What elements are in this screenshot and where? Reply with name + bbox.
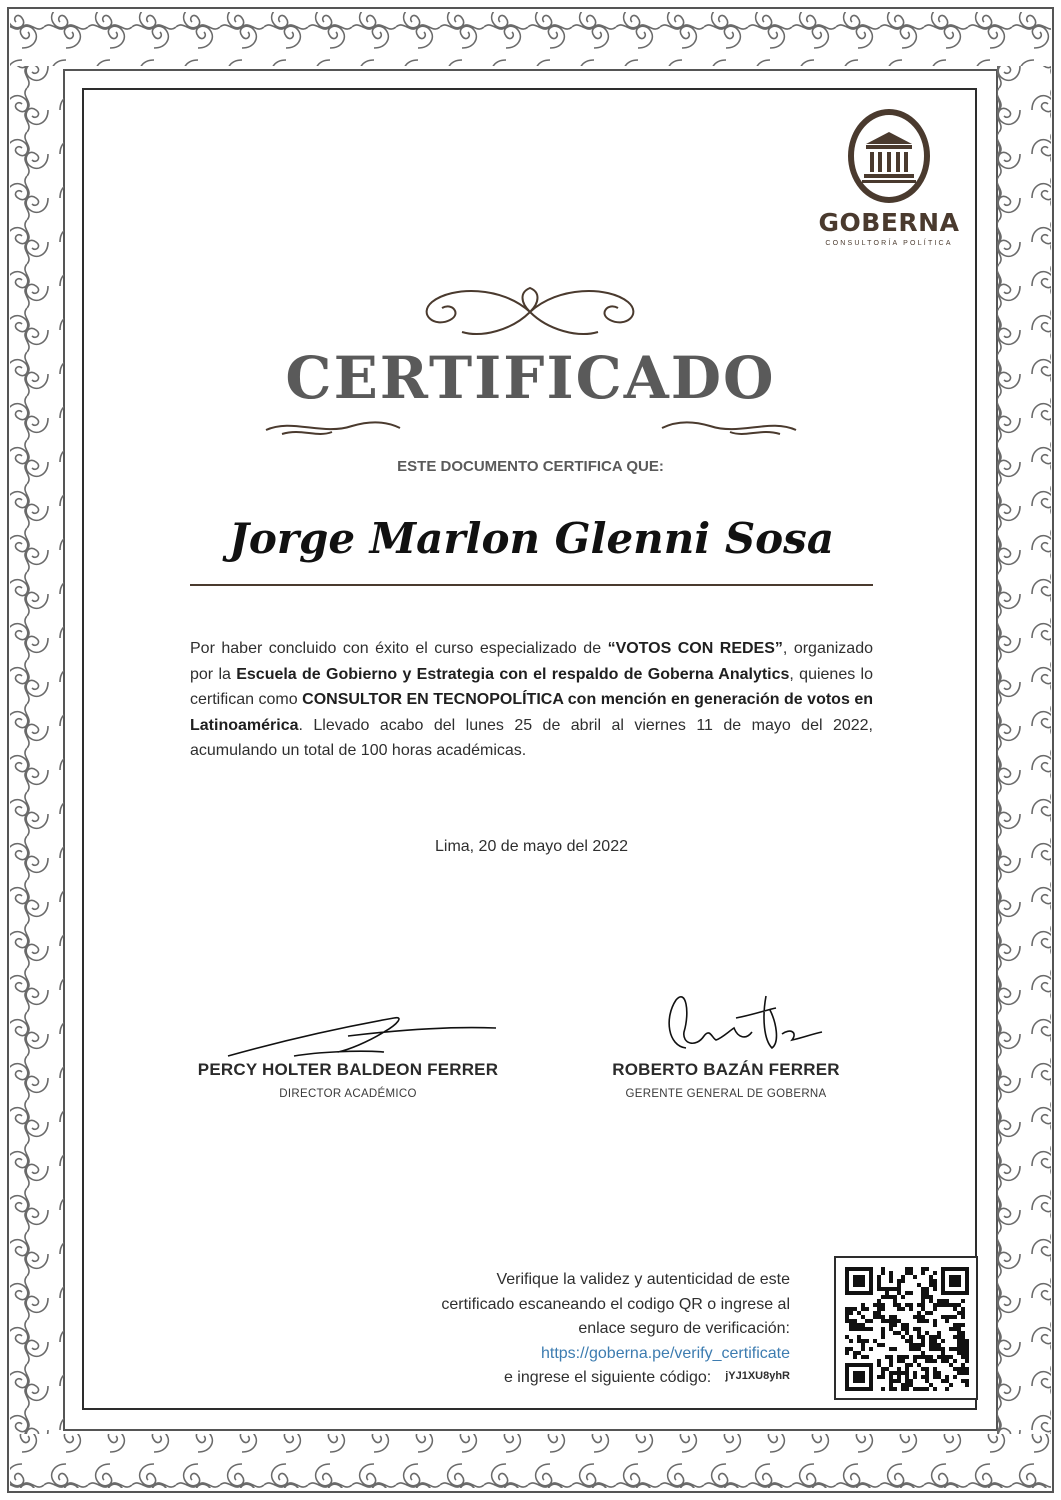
certificate-title: CERTIFICADO xyxy=(285,344,776,412)
signature-block-manager xyxy=(556,988,896,1100)
issue-date: Lima, 20 de mayo del 2022 xyxy=(434,838,628,855)
course-name: “VOTOS CON REDES” xyxy=(607,640,783,657)
body-text-4: . Llevado acabo del lunes 25 de abril al viernes 11 de mayo del 2022, acumulando un total de 100 horas académicas. xyxy=(190,716,873,759)
body-text-2: , organizado por la xyxy=(190,640,873,683)
flourish-left-icon xyxy=(262,414,402,440)
body-text-3: , quienes lo certifican como xyxy=(190,665,874,708)
distinction: CONSULTOR EN TECNOPOLÍTICA con mención en generación de votos en Latinoamérica xyxy=(190,691,873,734)
qr-code-icon xyxy=(845,1267,969,1391)
recipient-name: Jorge Marlon Glenni Sosa xyxy=(228,514,835,563)
logo-name: GOBERNA xyxy=(818,208,960,237)
verification-text xyxy=(360,1268,790,1392)
goberna-logo xyxy=(810,108,968,248)
flourish-ornament xyxy=(412,282,648,342)
qr-code[interactable] xyxy=(834,1256,978,1400)
verification-line: certificado escaneando el codigo QR o ingrese al xyxy=(441,1295,790,1313)
flourish-right-icon xyxy=(660,414,800,440)
verification-code-line xyxy=(360,1366,790,1392)
verification-line: e ingrese el siguiente código: xyxy=(503,1369,712,1386)
logo-tagline: CONSULTORÍA POLÍTICA xyxy=(825,240,953,247)
verification-line: enlace seguro de verificación: xyxy=(578,1320,790,1337)
signatory-name: ROBERTO BAZÁN FERRER xyxy=(612,1060,840,1079)
signatory-name: PERCY HOLTER BALDEON FERRER xyxy=(197,1060,499,1079)
name-underline xyxy=(190,584,873,586)
certificate-body xyxy=(190,636,873,764)
body-text-1: Por haber concluido con éxito el curso especializado de xyxy=(190,640,608,657)
signature-drawing xyxy=(616,988,836,1060)
certificate-subtitle: ESTE DOCUMENTO CERTIFICA QUE: xyxy=(397,458,664,475)
signature-drawing xyxy=(198,1006,498,1060)
verification-link[interactable]: https://goberna.pe/verify_certificate xyxy=(540,1344,790,1362)
signatory-role: GERENTE GENERAL DE GOBERNA xyxy=(625,1088,827,1100)
verification-line: Verifique la validez y autenticidad de este xyxy=(496,1271,790,1288)
signatory-role: DIRECTOR ACADÉMICO xyxy=(279,1088,417,1100)
temple-icon xyxy=(846,108,932,204)
verification-code: jYJ1XU8yhR xyxy=(725,1370,790,1382)
organization-name: Escuela de Gobierno y Estrategia con el respaldo de Goberna Analytics xyxy=(236,665,790,683)
signature-block-director xyxy=(178,1006,518,1100)
